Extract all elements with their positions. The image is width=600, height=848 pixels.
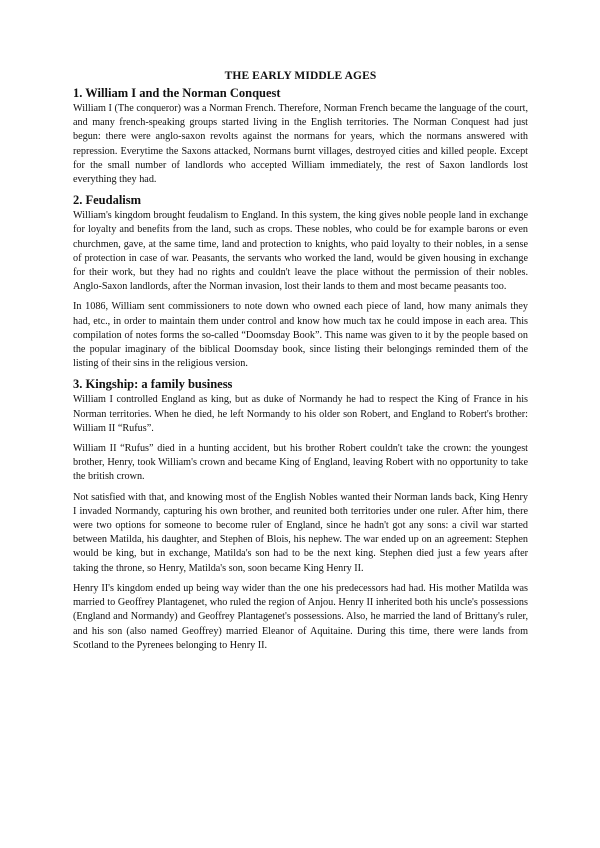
paragraph: Henry II's kingdom ended up being way wider than the one his predecessors had had. His mother Matilda was married to Geoffrey Plantagenet, who ruled the region of Anjou. Henry II inherited both his uncle's possessions (England and Normandy) and Geoffrey Plantagenet's possessions. Also, he married the land of Brittany's ruler, and his son (also named Geoffrey) married Eleanor of Aquitaine. During this time, there were lands from Scotland to the Pyrenees belonging to Henry II. bbox=[73, 582, 528, 651]
section-heading: 2. Feudalism bbox=[73, 193, 142, 208]
document-page bbox=[73, 70, 528, 659]
paragraph: In 1086, William sent commissioners to note down who owned each piece of land, how many animals they had, etc., in order to maintain them under control and know how much tax he could impose in each area. This compilation of notes forms the so-called “Doomsday Book”. This name was given to it by the people based on the popular imaginary of the biblical Doomsday book, since listing their belongings reminded them of the listing of their sins in the religious version. bbox=[73, 301, 528, 370]
document-title: THE EARLY MIDDLE AGES bbox=[224, 70, 377, 82]
paragraph: William's kingdom brought feudalism to England. In this system, the king gives noble people land in exchange for loyalty and benefits from the land, such as crops. These nobles, who could be for example barons or even churchmen, gave, at the same time, land and protection to knights, who paid loyalty to their nobles, in a sense of protection in case of war. Peasants, the servants who worked the land, would be given housing in exchange for their work, but they had no rights and couldn't leave the place without the permission of their nobles. Anglo-Saxon landlords, after the Norman invasion, lost their lands to them and most became peasants too. bbox=[73, 210, 528, 293]
section-heading: 3. Kingship: a family business bbox=[73, 377, 233, 392]
paragraph: William I controlled England as king, but as duke of Normandy he had to respect the King of France in his Norman territories. When he died, he left Normandy to his older son Robert, and England to Robert's brother: William II “Rufus”. bbox=[73, 394, 528, 434]
section-feudalism bbox=[73, 193, 528, 371]
paragraph: Not satisfied with that, and knowing most of the English Nobles wanted their Norman lands back, King Henry I invaded Normandy, capturing his own brother, and reunited both territories under one ruler. After him, there were two options for someone to become ruler of England, since he hadn't got any sons: a civil war started between Matilda, his daughter, and Stephen of Blois, his nephew. The war ended up on an agreement: Stephen would be king, but in exchange, Matilda's son had to be the next king. Stephen died just a few years after taking the throne, so Henry, Matilda's son, soon became King Henry II. bbox=[73, 491, 528, 574]
paragraph: William II “Rufus” died in a hunting accident, but his brother Robert couldn't take the crown: the youngest brother, Henry, took William's crown and became King of England, leaving Robert with no opportunity to take the british crown. bbox=[73, 443, 528, 483]
section-heading: 1. William I and the Norman Conquest bbox=[73, 86, 281, 100]
section-william-conquest bbox=[73, 86, 528, 187]
section-kingship bbox=[73, 377, 528, 652]
paragraph: William I (The conqueror) was a Norman French. Therefore, Norman French became the language of the court, and many french-speaking groups started living in the English territories. The Norman Conquest had just begun: there were anglo-saxon revolts against the normans for years, which the normans answered with repression. Everytime the Saxons attacked, Normans burnt villages, destroyed cities and killed people. Except for the small number of landlords who accepted William immediately, the rest of Saxon landlords lost everything they had. bbox=[73, 103, 528, 186]
